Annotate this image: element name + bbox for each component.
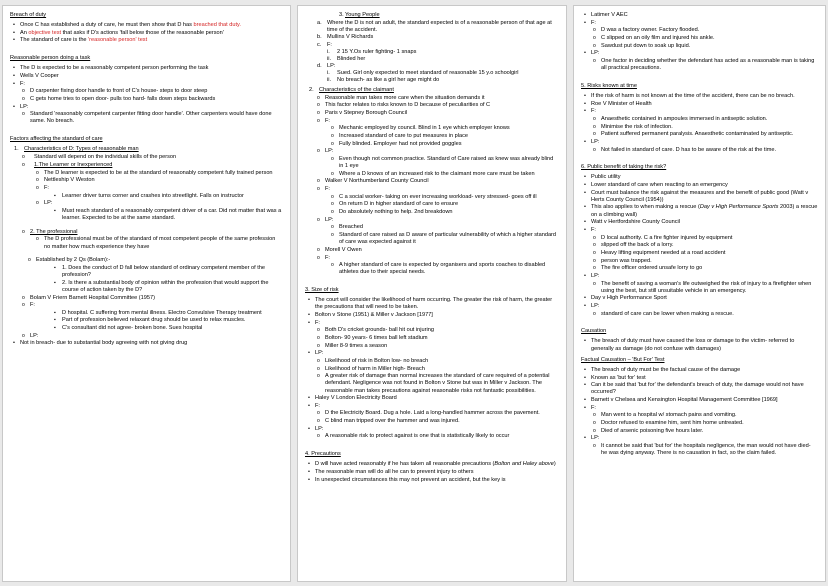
- list-item: • Lower standard of care when reacting to an emergency: [581, 182, 818, 189]
- list-item: o It cannot be said that 'but for' the hospitals negligence, the man would not have died- he was dying anyway. There is no causation in fact, so the claim failed.: [581, 443, 818, 457]
- list-item: o D local authority. C a fire fighter injured by equipment: [581, 235, 818, 242]
- list-item: o One factor in deciding whether the defendant has acted as a reasonable man is taking all practical precautions.: [581, 58, 818, 72]
- subheading: [10, 229, 283, 236]
- numbered-title: Characteristics of D: Types of reasonable man: [24, 146, 139, 153]
- list-item: • Public utility: [581, 174, 818, 181]
- list-item: o This factor relates to risks known to D because of peculiarities of C: [305, 102, 559, 109]
- list-item: o Do absolutely nothing to help. 2nd breakdown: [305, 209, 559, 216]
- facts-label: o F:: [305, 118, 559, 125]
- list-item: o Standard will depend on the individual skills of the person: [10, 154, 283, 161]
- list-item: o C gets home tries to open door- pulls too hard- falls down steps backwards: [10, 96, 283, 103]
- heading-factual-causation: Factual Causation – 'But For' Test: [581, 356, 665, 363]
- facts-label: • F:: [10, 81, 283, 88]
- case-name: • Haley V London Electricity Board: [305, 395, 559, 402]
- text: 2 15 Y.Os ruler fighting- 1 snaps: [337, 48, 417, 55]
- list-item: o A higher standard of care is expected by organisers and sports coaches to disabled athletes due to their special needs.: [305, 262, 559, 276]
- list-item: o Increased standard of care to put measures in place: [305, 133, 559, 140]
- lp-label: • LP:: [581, 435, 818, 442]
- list-item: • Court must balance the risk against the measures and the benefit of public good (Watt v Herts County Council (1954)): [581, 190, 818, 204]
- list-item: o Man went to a hospital w/ stomach pains and vomiting.: [581, 412, 818, 419]
- list-item: o standard of care can be lower when making a rescue.: [581, 311, 818, 318]
- list-item: • The breach of duty must have caused the loss or damage to the victim- referred to generally as damage (do not confuse with damages): [581, 338, 818, 352]
- facts-label: o F:: [305, 186, 559, 193]
- list-item: ▪ 2. Is there a substantial body of opinion within the profession that would support the course of action taken by the D?: [10, 280, 283, 294]
- facts-label: • F:: [581, 20, 818, 27]
- heading-public-benefit: 6. Public benefit of taking the risk?: [581, 164, 667, 171]
- list-item: o person was trapped.: [581, 258, 818, 265]
- text: Once C has established a duty of care, he must then show that D has: [20, 22, 194, 29]
- text: Where the D is not an adult, the standard expected is of a reasonable person of that age at time of the accident.: [327, 20, 552, 34]
- list-item: • If the risk of harm is not known at the time of the accident, there can be no breach.: [581, 93, 818, 100]
- list-item: • Known as 'but for' test: [581, 375, 818, 382]
- list-item: o The D learner is expected to be at the standard of reasonably competent fully trained person: [10, 170, 283, 177]
- case-name: • Bolton v Stone (1951) & Miller v Jackson [1977]: [305, 312, 559, 319]
- list-item: o D carpenter fixing door handle to front of C's house- steps to door steep: [10, 88, 283, 95]
- text: An: [20, 29, 29, 36]
- list-item: o Miller 8-9 times a season: [305, 343, 559, 350]
- text: D will have acted reasonably if he has taken all reasonable precautions (: [315, 461, 495, 468]
- text: Mullins V Richards: [327, 34, 374, 41]
- facts-label: • F:: [581, 405, 818, 412]
- page-2: [297, 5, 567, 582]
- text: F:: [327, 41, 332, 48]
- list-item: o The fire officer ordered unsafe lorry to go: [581, 265, 818, 272]
- subheading-text: 1.The Learner or Inexperienced: [34, 162, 113, 168]
- italic-text: Bolton and Haley above: [494, 461, 554, 468]
- text: No breach- as like a girl her age might do: [337, 77, 440, 84]
- list-item: o Minimise the risk of infection.: [581, 124, 818, 131]
- lp-label: • LP:: [581, 139, 818, 146]
- heading-risks-known: 5. Risks known at time: [581, 82, 637, 89]
- case-name: o Walker V Northumberland County Council: [305, 178, 559, 185]
- list-item: • Can it be said that 'but for' the defendant's breach of duty, the damage would not have occurred?: [581, 382, 818, 396]
- heading-breach-of-duty: Breach of duty: [10, 12, 47, 18]
- letter: c.: [317, 41, 322, 48]
- highlight-text: breached that duty.: [193, 22, 241, 29]
- lp-label: • LP:: [305, 350, 559, 357]
- text: LP:: [327, 63, 336, 70]
- case-name: • Day v High Performance Sport: [581, 295, 818, 302]
- numeral: ii.: [327, 55, 332, 62]
- subheading-text: 2. The professional: [30, 228, 78, 235]
- heading-size-of-risk: 3. Size of risk: [305, 286, 339, 293]
- list-item: • The reasonable man will do all he can to prevent injury to others: [305, 469, 559, 476]
- list-item: • Not in breach- due to substantial body agreeing with not giving drug: [10, 340, 283, 347]
- text: ): [553, 461, 556, 468]
- lp-label: o LP:: [10, 200, 283, 207]
- case-name: o Bolam V Friern Barnett Hospital Committee (1957): [10, 295, 283, 302]
- list-item: o The benefit of saving a woman's life outweighed the risk of injury to a firefighter when using the best, but still unsuitable vehicle in an emergency.: [581, 281, 818, 295]
- list-item: o Fully blinded. Employer had not provided goggles: [305, 141, 559, 148]
- text: that asks if D's actions 'fall below those of the reasonable person': [61, 29, 224, 36]
- facts-label: o F:: [10, 302, 283, 309]
- letter: d.: [317, 63, 322, 70]
- heading-causation: Causation: [581, 328, 607, 335]
- lp-label: o LP:: [305, 217, 559, 224]
- list-item: [305, 34, 559, 41]
- list-item: • In unexpected circumstances this may not prevent an accident, but the key is: [305, 477, 559, 484]
- list-item: o Doctor refused to examine him, sent him home untreated.: [581, 420, 818, 427]
- list-item: o Likelihood of risk in Bolton low- no breach: [305, 358, 559, 365]
- list-item: ▪ Part of profession believed relaxant drug should be used to relax muscles.: [10, 317, 283, 324]
- numeral: i.: [327, 70, 330, 77]
- lp-label: • LP:: [581, 303, 818, 310]
- case-name: • Wells V Cooper: [10, 73, 283, 80]
- list-item: o D was a factory owner. Factory flooded.: [581, 27, 818, 34]
- case-name: • Roe V Minister of Health: [581, 101, 818, 108]
- list-item: [305, 63, 559, 70]
- list-item: o Patient suffered permanent paralysis. Anaesthetic contaminated by antiseptic.: [581, 131, 818, 138]
- list-item: [305, 461, 559, 468]
- list-item: o Bolton- 90 years- 6 times ball left stadium: [305, 335, 559, 342]
- list-item: o Both D's cricket grounds- ball hit out injuring: [305, 327, 559, 334]
- facts-label: • F:: [581, 227, 818, 234]
- italic-text: Day v High Performance Sports: [699, 204, 779, 211]
- text: This also applies to when making a rescue (: [591, 204, 700, 211]
- list-item: o slipped off the back of a lorry.: [581, 242, 818, 249]
- list-item: ▪ 1. Does the conduct of D fall below standard of ordinary competent member of the profession?: [10, 265, 283, 279]
- list-item: [10, 22, 283, 29]
- case-name: • Barnett v Chelsea and Kensington Hospital Management Committee [1969]: [581, 397, 818, 404]
- lp-label: • LP:: [305, 426, 559, 433]
- letter: a.: [317, 20, 322, 27]
- list-item: o Established by 2 Qs (Bolam):-: [16, 257, 283, 264]
- lp-label: o LP:: [10, 333, 283, 340]
- text: Blinded her: [337, 55, 366, 62]
- lp-label: o LP:: [305, 148, 559, 155]
- list-item: • The D is expected to be a reasonably competent person performing the task: [10, 65, 283, 72]
- list-item: [305, 20, 559, 34]
- list-item: o Standard of care raised as D aware of particular vulnerability of which a higher standard of care was expected against it: [305, 232, 559, 246]
- list-item: [305, 77, 559, 84]
- facts-label: • F:: [305, 403, 559, 410]
- list-item: o Died of arsenic poisoning five hours later.: [581, 428, 818, 435]
- list-item: o Heavy lifting equipment needed at a road accident: [581, 250, 818, 257]
- list-item: • The breach of duty must be the factual cause of the damage: [581, 367, 818, 374]
- letter: b.: [317, 34, 322, 41]
- list-item: o Anaesthetic contained in ampoules immersed in antiseptic solution.: [581, 116, 818, 123]
- page-3: [573, 5, 826, 582]
- list-item: [10, 37, 283, 44]
- number: 2.: [309, 86, 314, 93]
- list-item: o Where a D knows of an increased risk to the claimant more care must be taken: [305, 171, 559, 178]
- numeral: ii.: [327, 77, 332, 84]
- list-item: o Even though not common practice. Standard of Care raised as knew was already blind in 1 eye: [305, 156, 559, 170]
- list-item: ▪ C's consultant did not agree- broken bone. Sues hospital: [10, 325, 283, 332]
- number: 3.: [339, 12, 344, 18]
- lp-label: • LP:: [581, 273, 818, 280]
- list-item: o The D professional must be of the standard of most competent people of the same profession no matter how much experience they have: [10, 236, 283, 250]
- numbered-heading: [305, 87, 559, 94]
- numbered-title: Young People: [345, 12, 380, 18]
- case-name: o Nettleship V Weston: [10, 177, 283, 184]
- list-item: o C blind man tripped over the hammer and was injured.: [305, 418, 559, 425]
- list-item: ▪ D hospital. C suffering from mental illness. Electro Convulsive Therapy treatment: [10, 310, 283, 317]
- numbered-heading: [305, 12, 559, 19]
- case-name: • Watt v Hertfordshire County Council: [581, 219, 818, 226]
- heading-factors: Factors affecting the standard of care: [10, 136, 103, 143]
- heading-reasonable-person: Reasonable person doing a task: [10, 55, 91, 62]
- case-name: o Morell V Owen: [305, 247, 559, 254]
- case-name: o Paris v Stepney Borough Council: [305, 110, 559, 117]
- list-item: o Not failed in standard of care. D has to be aware of the risk at the time.: [581, 147, 818, 154]
- list-item: [305, 49, 559, 56]
- list-item: ▪ Must reach standard of a reasonably competent driver of a car. Did not matter that was a learner. Expected to be at the same standard.: [10, 208, 283, 222]
- text: The standard of care is the: [20, 37, 89, 44]
- numbered-heading: [10, 146, 283, 153]
- subheading: [10, 162, 283, 169]
- numeral: i.: [327, 48, 330, 55]
- text: 2003) a rescue on a climbing wall): [591, 204, 818, 218]
- highlight-text: 'reasonable person' test: [88, 37, 148, 44]
- lp-label: • LP:: [581, 50, 818, 57]
- text: Sued. Girl only expected to meet standard of reasonable 15 y.o schoolgirl: [337, 70, 519, 77]
- list-item: ▪ Learner driver turns corner and crashes into streetlight. Falls on instructor: [10, 193, 283, 200]
- list-item: o A reasonable risk to protect against is one that is statistically likely to occur: [305, 433, 559, 440]
- list-item: o On return D in higher standard of care to ensure: [305, 201, 559, 208]
- list-item: o C slipped on an oily film and injured his ankle.: [581, 35, 818, 42]
- page-1: [2, 5, 291, 582]
- number: 1.: [14, 146, 19, 153]
- numbered-title: Characteristics of the claimant: [319, 86, 394, 93]
- list-item: [305, 70, 559, 77]
- list-item: o Sawdust put down to soak up liquid.: [581, 43, 818, 50]
- list-item: • The court will consider the likelihood of harm occurring. The greater the risk of harm, the greater the precautions that will need to be taken.: [305, 297, 559, 311]
- facts-label: • F:: [581, 108, 818, 115]
- highlight-text: objective test: [28, 29, 62, 36]
- list-item: [305, 42, 559, 49]
- facts-label: o F:: [10, 185, 283, 192]
- list-item: o Breached: [305, 224, 559, 231]
- list-item: [305, 56, 559, 63]
- list-item: o D the Electricity Board. Dug a hole. Laid a long-handled hammer across the pavement.: [305, 410, 559, 417]
- list-item: o C a social worker- taking on ever increasing workload- very stressed- goes off ill: [305, 194, 559, 201]
- lp-label: • LP:: [10, 104, 283, 111]
- list-item: o A greater risk of damage than normal increases the standard of care required of a potential defendant. Negligence was not found in Bolton v Stone but was in Miller v Jackson. The reasonable man takes precautions against reasonable risks not fantastic possibilities.: [305, 373, 559, 394]
- list-item: [581, 204, 818, 218]
- list-item: o Likelihood of harm in Miller high- Breach: [305, 366, 559, 373]
- list-item: o Reasonable man takes more care when the situation demands it: [305, 95, 559, 102]
- case-name: • Latimer V AEC: [581, 12, 818, 19]
- list-item: [10, 30, 283, 37]
- heading-precautions: 4. Precautions: [305, 451, 341, 458]
- list-item: o Mechanic employed by council. Blind in 1 eye which employer knows: [305, 125, 559, 132]
- list-item: o Standard 'reasonably competent carpenter fitting door handle'. Other carpenters would have done same. No breach.: [10, 111, 283, 125]
- facts-label: • F:: [305, 320, 559, 327]
- facts-label: o F:: [305, 255, 559, 262]
